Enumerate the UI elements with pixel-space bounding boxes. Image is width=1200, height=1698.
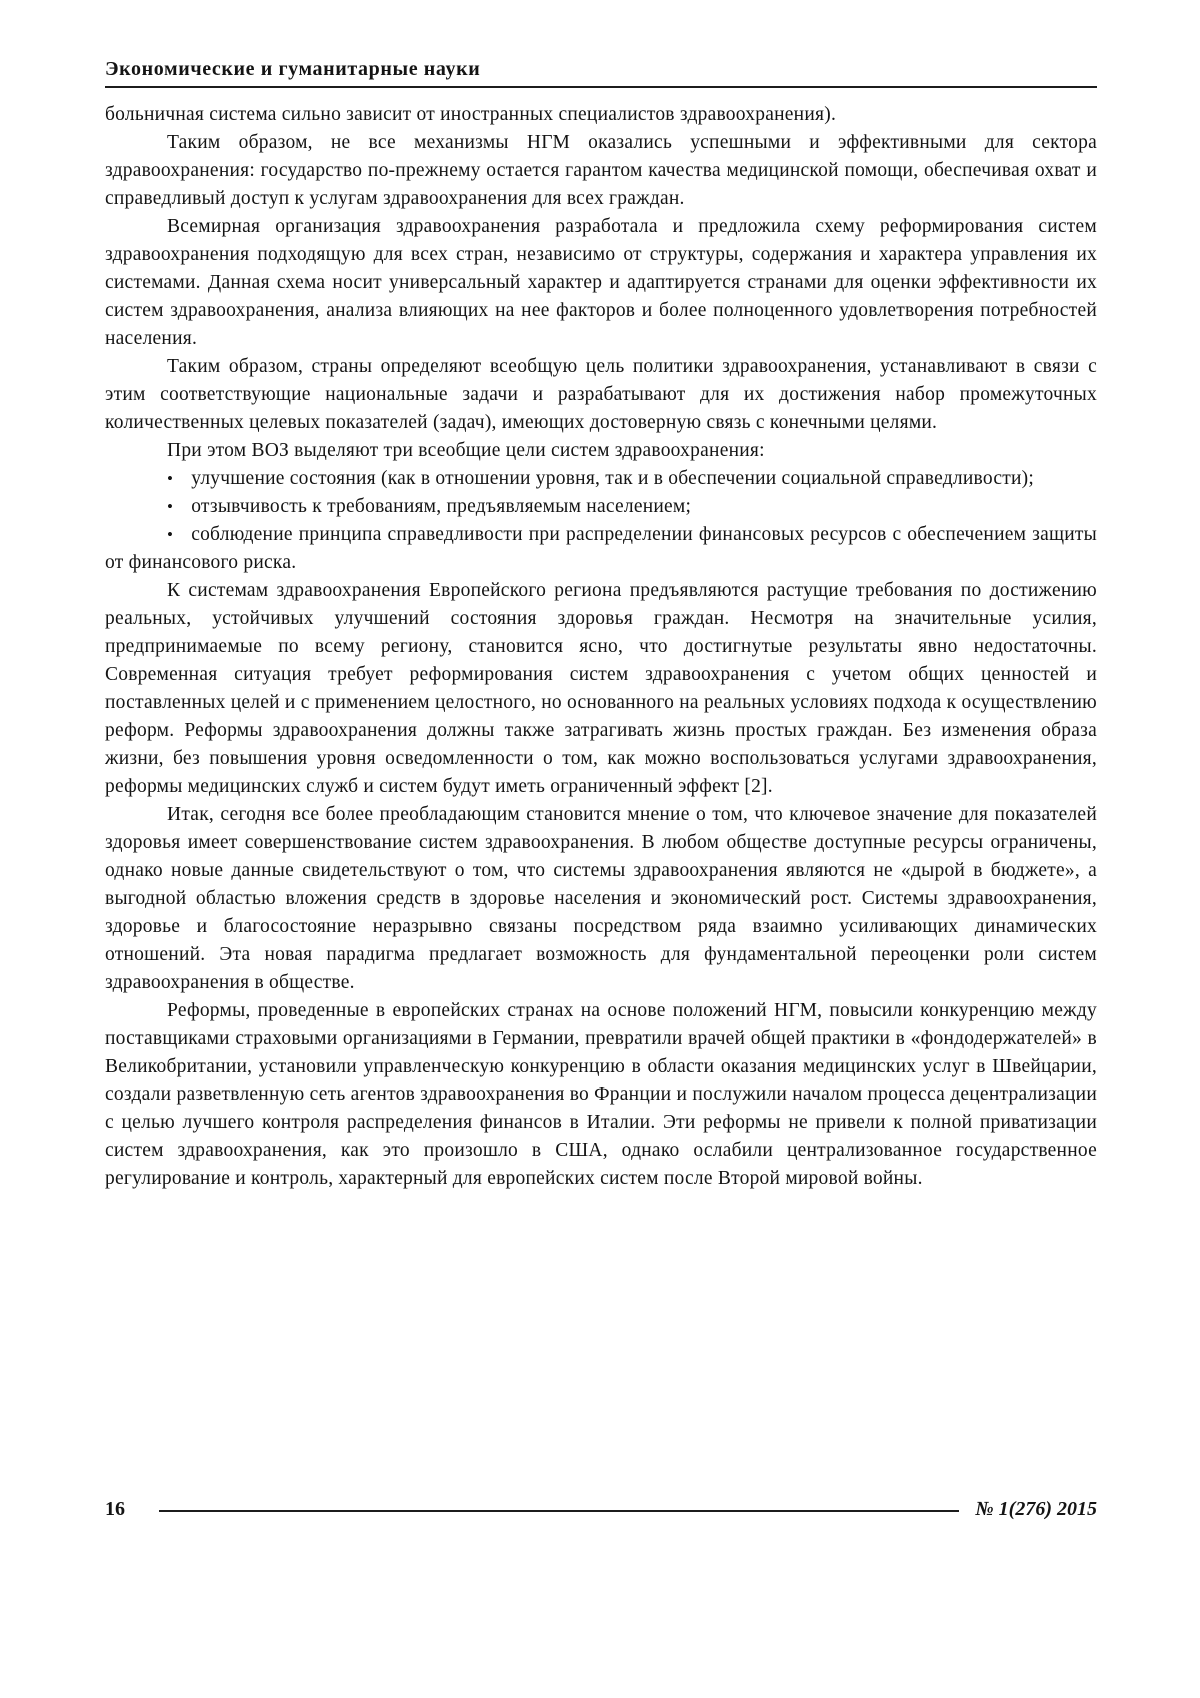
bullet-text: соблюдение принципа справедливости при распределении финансовых ресурсов с обеспечением защиты от финансового риска. [105,524,1097,573]
paragraph: Всемирная организация здравоохранения разработала и предложила схему реформирования систем здравоохранения подходящую для всех стран, независимо от структуры, содержания и характера управления их системами. Данная схема носит универсальный характер и адаптируется странами для оценки эффективности их систем здравоохранения, анализа влияющих на нее факторов и более полноценного удовлетворения потребностей населения. [105,216,1097,349]
bullet-item [105,521,1097,577]
bullet-item [105,493,1097,521]
page-footer [105,1498,1097,1521]
bullet-text: отзывчивость к требованиям, предъявляемым населением; [191,496,692,517]
page-header [105,58,1097,88]
page-body [105,101,1097,1193]
section-title: Экономические и гуманитарные науки [105,58,481,80]
footer-divider [159,1510,959,1512]
bullet-text: улучшение состояния (как в отношении уровня, так и в обеспечении социальной справедливости); [191,468,1035,489]
issue-label: № 1(276) 2015 [975,1498,1097,1520]
paragraph: Таким образом, страны определяют всеобщую цель политики здравоохранения, устанавливают в связи с этим соответствующие национальные задачи и разрабатывают для их достижения набор промежуточных количественных целевых показателей (задач), имеющих достоверную связь с конечными целями. [105,356,1097,433]
paragraph: Таким образом, не все механизмы НГМ оказались успешными и эффективными для сектора здравоохранения: государство по-прежнему остается гарантом качества медицинской помощи, обеспечивая охват и справедливый доступ к услугам здравоохранения для всех граждан. [105,132,1097,209]
paragraph: К системам здравоохранения Европейского региона предъявляются растущие требования по достижению реальных, устойчивых улучшений состояния здоровья граждан. Несмотря на значительные усилия, предпринимаемые по всему региону, становится ясно, что достигнутые результаты явно недостаточны. Современная ситуация требует реформирования систем здравоохранения с учетом общих ценностей и поставленных целей и с применением целостного, но основанного на реальных условиях подхода к осуществлению реформ. Реформы здравоохранения должны также затрагивать жизнь простых граждан. Без изменения образа жизни, без повышения уровня осведомленности о том, как можно воспользоваться услугами здравоохранения, реформы медицинских служб и систем будут иметь ограниченный эффект [2]. [105,580,1097,797]
bullet-icon: • [167,525,174,544]
bullet-item [105,465,1097,493]
paragraph: Реформы, проведенные в европейских странах на основе положений НГМ, повысили конкуренцию между поставщиками страховыми организациями в Германии, превратили врачей общей практики в «фондодержателей» в Великобритании, установили управленческую конкуренцию в области оказания медицинских услуг в Швейцарии, создали разветвленную сеть агентов здравоохранения во Франции и послужили началом процесса децентрализации с целью лучшего контроля распределения финансов в Италии. Эти реформы не привели к полной приватизации систем здравоохранения, как это произошло в США, однако ослабили централизованное государственное регулирование и контроль, характерный для европейских систем после Второй мировой войны. [105,1000,1097,1189]
page-number: 16 [105,1498,125,1520]
bullet-icon: • [167,469,174,488]
paragraph: При этом ВОЗ выделяют три всеобщие цели систем здравоохранения: [167,440,765,461]
bullet-icon: • [167,497,174,516]
paragraph-continuation: больничная система сильно зависит от иностранных специалистов здравоохранения). [105,104,837,125]
paragraph: Итак, сегодня все более преобладающим становится мнение о том, что ключевое значение для показателей здоровья имеет совершенствование систем здравоохранения. В любом обществе доступные ресурсы ограничены, однако новые данные свидетельствуют о том, что системы здравоохранения являются не «дырой в бюджете», а выгодной областью вложения средств в здоровье населения и экономический рост. Системы здравоохранения, здоровье и благосостояние неразрывно связаны посредством ряда взаимно усиливающих динамических отношений. Эта новая парадигма предлагает возможность для фундаментальной переоценки роли систем здравоохранения в обществе. [105,804,1097,993]
